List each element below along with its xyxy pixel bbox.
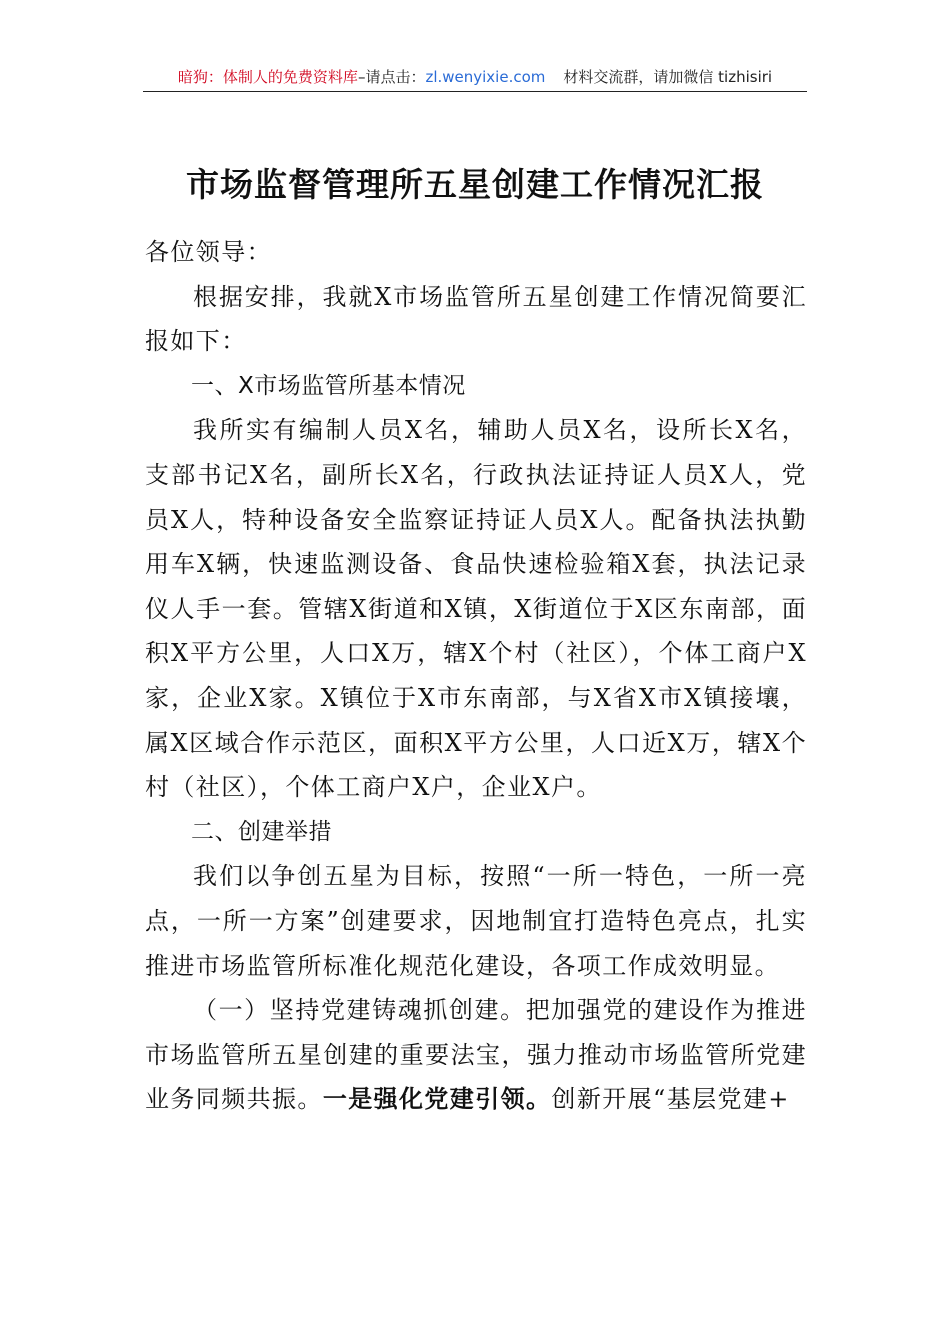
section-heading-basic-info: 一、X市场监管所基本情况 xyxy=(191,372,466,399)
wechat-note: 材料交流群，请加微信 tizhisiri xyxy=(563,68,773,86)
measures-paragraph: 我们以争创五星为目标，按照“一所一特色，一所一亮点，一所一方案”创建要求，因地制宜打造特色亮点，扎实推进市场监管所标准化规范化建设，各项工作成效明显。 xyxy=(145,862,807,980)
subsection-lead: （一）坚持党建铸魂抓创建。 xyxy=(193,996,526,1025)
document-body xyxy=(145,230,807,1122)
click-prefix: –请点击： xyxy=(357,68,426,86)
basic-info-paragraph: 我所实有编制人员X名，辅助人员X名，设所长X名，支部书记X名，副所长X名，行政执法证持证人员X人，党员X人，特种设备安全监察证持证人员X人。配备执法执勤用车X辆，快速监测设备、食品快速检验箱X套，执法记录仪人手一套。管辖X街道和X镇，X街道位于X区东南部，面积X平方公里，人口X万，辖X个村（社区），个体工商户X家，企业X家。X镇位于X市东南部，与X省X市X镇接壤，属X区域合作示范区，面积X平方公里，人口近X万，辖X个村（社区），个体工商户X户，企业X户。 xyxy=(145,416,807,802)
site-link[interactable]: zl.wenyixie.com xyxy=(425,68,546,86)
subsection-text: 把加强党的建设作为推进市场监管所五星创建的重要法宝，强力推动市场监管所党建业务同频共振。 xyxy=(145,996,807,1114)
intro-paragraph: 根据安排，我就X市场监管所五星创建工作情况简要汇报如下： xyxy=(145,282,807,356)
section-heading-measures: 二、创建举措 xyxy=(191,818,332,845)
header-banner xyxy=(143,62,807,92)
party-building-paragraph xyxy=(145,988,807,1122)
site-name: 暗狗：体制人的免费资料库 xyxy=(177,68,358,86)
document-title: 市场监督管理所五星创建工作情况汇报 xyxy=(186,165,764,204)
subsection-text-continued: 创新开展“基层党建+ xyxy=(551,1085,790,1114)
greeting: 各位领导： xyxy=(145,238,272,266)
bold-point: 一是强化党建引领。 xyxy=(322,1084,552,1114)
